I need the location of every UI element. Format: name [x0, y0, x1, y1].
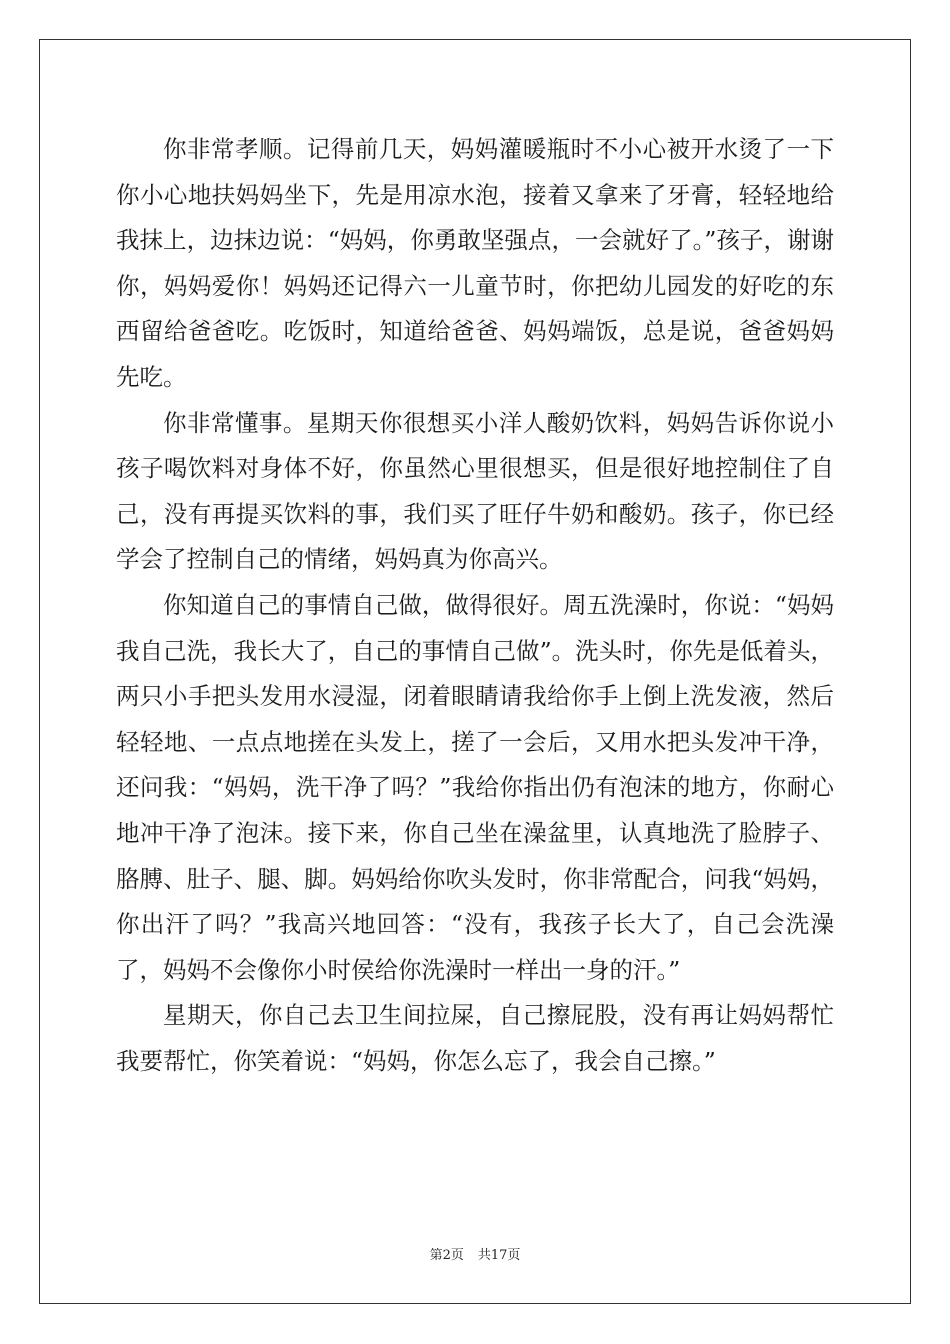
document-body — [116, 127, 834, 1084]
paragraph-2: 你非常懂事。星期天你很想买小洋人酸奶饮料，妈妈告诉你说小孩子喝饮料对身体不好，你虽然心里很想买，但是很好地控制住了自己，没有再提买饮料的事，我们买了旺仔牛奶和酸奶。孩子，你已经学会了控制自己的情绪，妈妈真为你高兴。 — [116, 408, 834, 574]
paragraph-1: 你非常孝顺。记得前几天，妈妈灌暖瓶时不小心被开水烫了一下你小心地扶妈妈坐下，先是用凉水泡，接着又拿来了牙膏，轻轻地给我抹上，边抹边说：“妈妈，你勇敢坚强点，一会就好了。”孩子，谢谢你，妈妈爱你！妈妈还记得六一儿童节时，你把幼儿园发的好吃的东西留给爸爸吃。吃饭时，知道给爸爸、妈妈端饭，总是说，爸爸妈妈先吃。 — [116, 135, 834, 391]
page-number: 第2页 — [429, 1248, 464, 1263]
paragraph-3: 你知道自己的事情自己做，做得很好。周五洗澡时，你说：“妈妈我自己洗，我长大了，自己的事情自己做”。洗头时，你先是低着头，两只小手把头发用水浸湿，闭着眼睛请我给你手上倒上洗发液，然后轻轻地、一点点地搓在头发上，搓了一会后，又用水把头发冲干净，还问我：“妈妈，洗干净了吗？”我给你指出仍有泡沫的地方，你耐心地冲干净了泡沫。接下来，你自己坐在澡盆里，认真地洗了脸脖子、胳膊、肚子、腿、脚。妈妈给你吹头发时，你非常配合，问我“妈妈，你出汗了吗？”我高兴地回答：“没有，我孩子长大了，自己会洗澡了，妈妈不会像你小时侯给你洗澡时一样出一身的汗。” — [116, 590, 834, 984]
paragraph-4: 星期天，你自己去卫生间拉屎，自己擦屁股，没有再让妈妈帮忙我要帮忙，你笑着说：“妈妈，你怎么忘了，我会自己擦。” — [116, 1001, 834, 1075]
page-total: 共17页 — [477, 1248, 521, 1263]
page-footer — [0, 1244, 950, 1263]
